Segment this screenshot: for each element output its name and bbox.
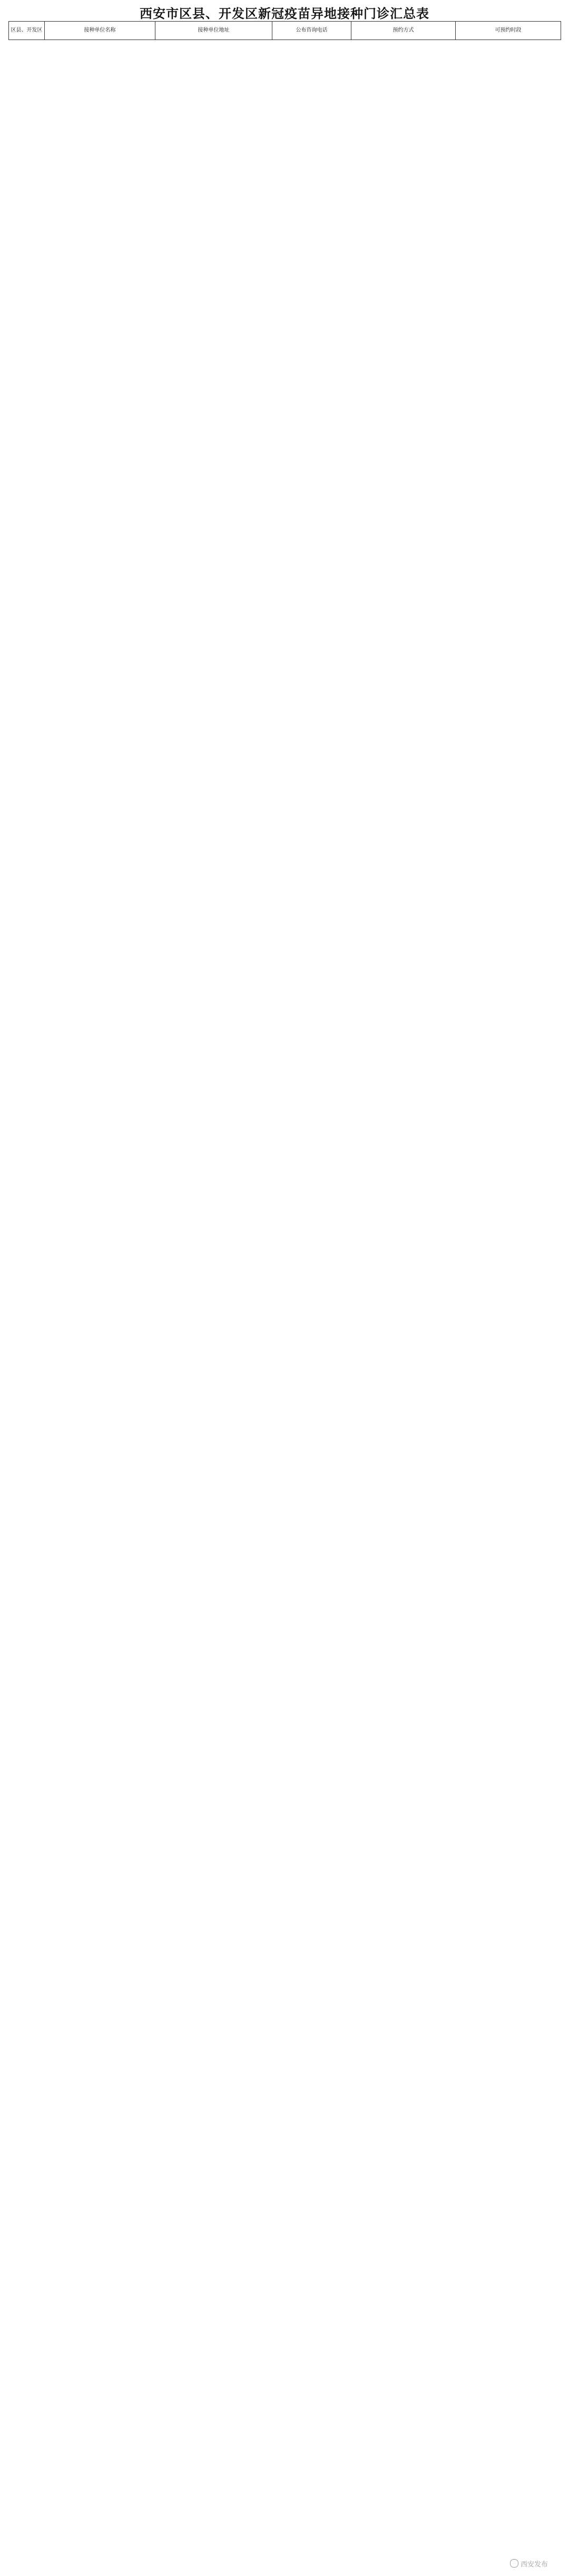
column-header: 接种单位名称 [45,22,155,40]
watermark [510,2559,548,2569]
table-header-row [9,22,561,40]
weibo-icon [510,2559,518,2568]
document-title: 西安市区县、开发区新冠疫苗异地接种门诊汇总表 [140,6,429,21]
clinic-summary-table [8,21,561,40]
column-header: 可预约时段 [456,22,561,40]
column-header: 预约方式 [351,22,456,40]
column-header: 公布咨询电话 [272,22,351,40]
watermark-text: 西安发布 [520,2561,548,2569]
column-header: 接种单位地址 [155,22,272,40]
column-header: 区县、开发区 [9,22,45,40]
